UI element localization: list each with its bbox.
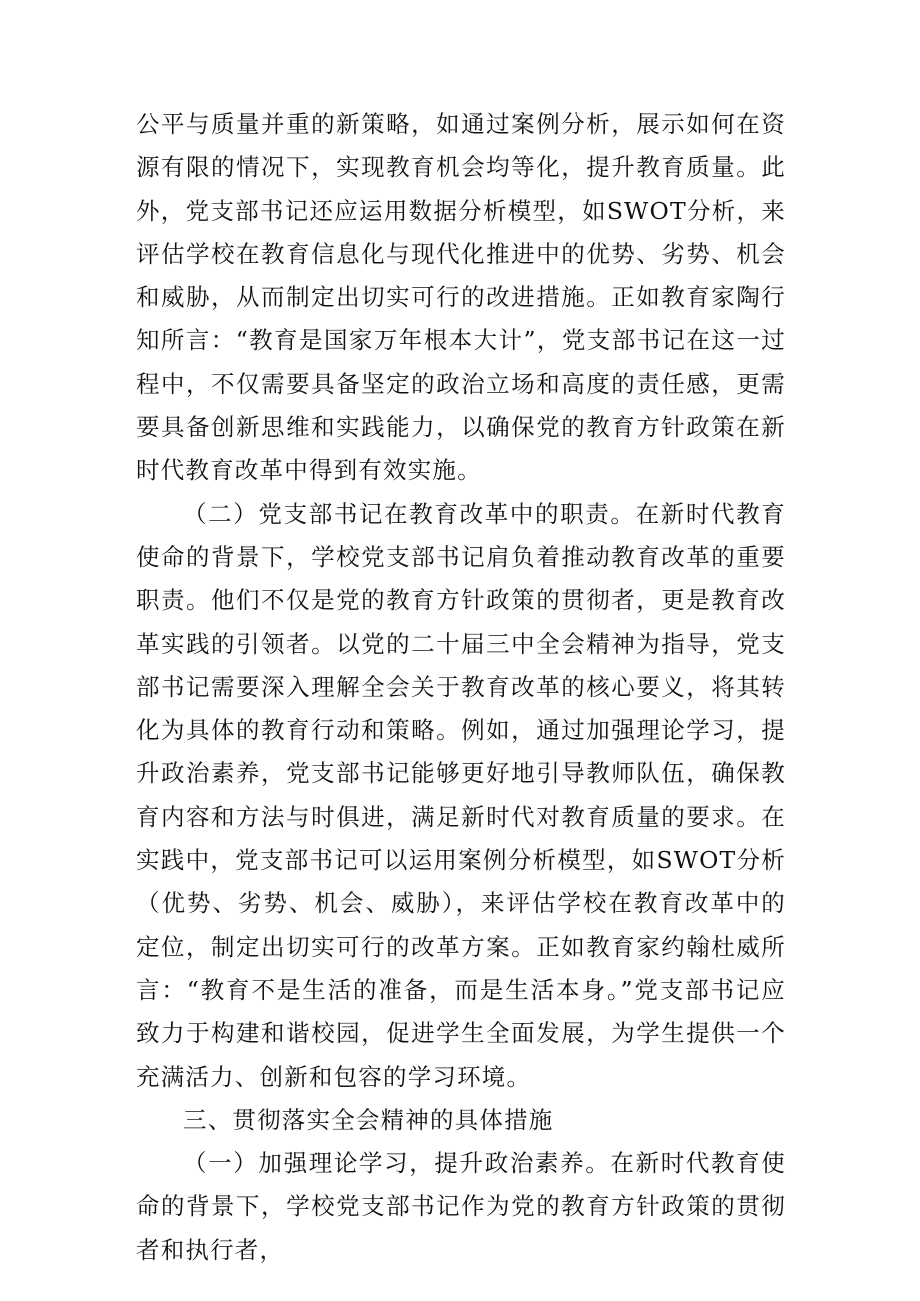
section-heading-3: 三、贯彻落实全会精神的具体措施: [183, 1105, 554, 1134]
body-paragraph-1: 公平与质量并重的新策略，如通过案例分析，展示如何在资源有限的情况下，实现教育机会均等化，提升教育质量。此外，党支部书记还应运用数据分析模型，如SWOT分析，来评估学校在教育信息化与现代化推进中的优势、劣势、机会和威胁，从而制定出切实可行的改进措施。正如教育家陶行知所言：“教育是国家万年根本大计”，党支部书记在这一过程中，不仅需要具备坚定的政治立场和高度的责任感，更需要具备创新思维和实践能力，以确保党的教育方针政策在新时代教育改革中得到有效实施。: [136, 110, 786, 485]
document-body: [136, 103, 786, 1272]
section-paragraph-2-duties: （二）党支部书记在教育改革中的职责。在新时代教育使命的背景下，学校党支部书记肩负着推动教育改革的重要职责。他们不仅是党的教育方针政策的贯彻者，更是教育改革实践的引领者。以党的二十届三中全会精神为指导，党支部书记需要深入理解全会关于教育改革的核心要义，将其转化为具体的教育行动和策略。例如，通过加强理论学习，提升政治素养，党支部书记能够更好地引导教师队伍，确保教育内容和方法与时俱进，满足新时代对教育质量的要求。在实践中，党支部书记可以运用案例分析模型，如SWOT分析（优势、劣势、机会、威胁），来评估学校在教育改革中的定位，制定出切实可行的改革方案。正如教育家约翰杜威所言：“教育不是生活的准备，而是生活本身。”党支部书记应致力于构建和谐校园，促进学生全面发展，为学生提供一个充满活力、创新和包容的学习环境。: [136, 499, 786, 1091]
section-paragraph-3-1: （一）加强理论学习，提升政治素养。在新时代教育使命的背景下，学校党支部书记作为党的教育方针政策的贯彻者和执行者，: [136, 1149, 786, 1264]
